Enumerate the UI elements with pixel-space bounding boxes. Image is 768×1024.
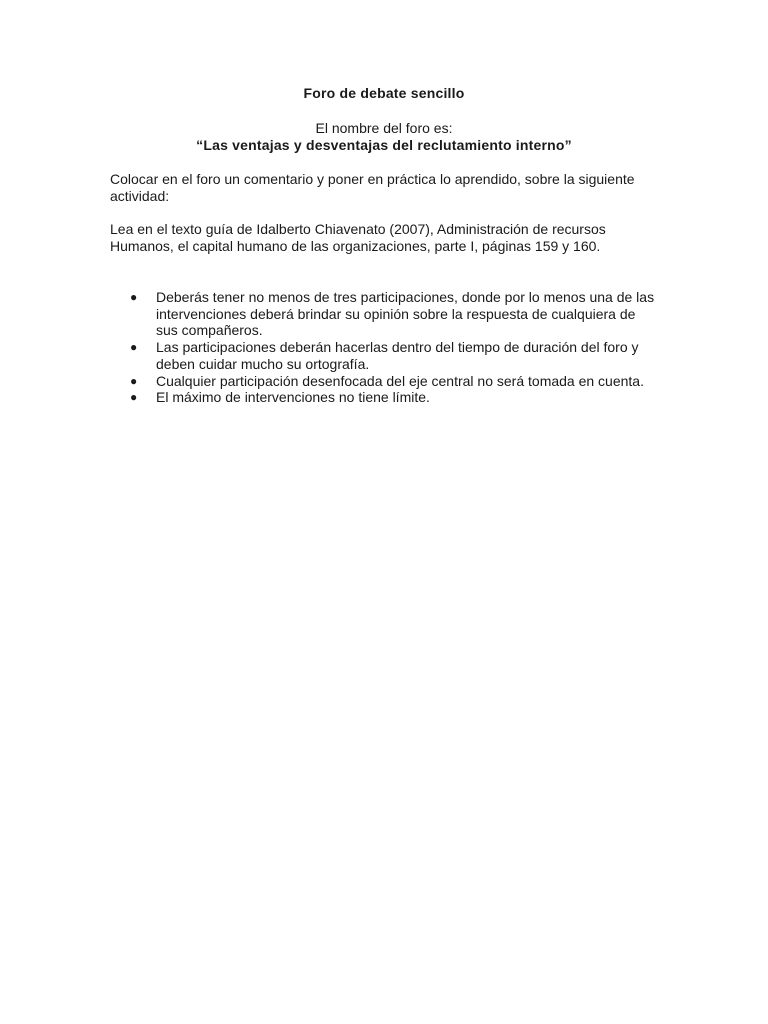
instructions-list <box>110 289 655 406</box>
list-item-text: Cualquier participación desenfocada del eje central no será tomada en cuenta. <box>156 372 644 389</box>
list-item <box>110 389 655 406</box>
forum-name-label: El nombre del foro es: <box>315 120 453 136</box>
forum-name: “Las ventajas y desventajas del reclutamiento interno” <box>196 137 572 153</box>
list-item-text: Deberás tener no menos de tres participaciones, donde por lo menos una de las intervenciones deberá brindar su opinión sobre la respuesta de cualquiera de sus compañeros. <box>156 289 655 339</box>
bullet-icon: ● <box>130 373 138 388</box>
bullet-icon: ● <box>130 340 138 355</box>
list-item <box>110 373 655 390</box>
list-item <box>110 289 655 339</box>
intro-paragraph: Colocar en el foro un comentario y poner en práctica lo aprendido, sobre la siguiente actividad: <box>110 171 635 204</box>
bullet-icon: ● <box>130 390 138 405</box>
list-item <box>110 339 655 372</box>
bullet-icon: ● <box>130 290 138 304</box>
list-item-text: El máximo de intervenciones no tiene límite. <box>156 389 430 406</box>
document-title: Foro de debate sencillo <box>303 85 465 101</box>
reading-paragraph: Lea en el texto guía de Idalberto Chiavenato (2007), Administración de recursos Humanos, el capital humano de las organizaciones, parte I, páginas 159 y 160. <box>110 221 606 254</box>
list-item-text: Las participaciones deberán hacerlas dentro del tiempo de duración del foro y deben cuidar mucho su ortografía. <box>156 339 639 372</box>
